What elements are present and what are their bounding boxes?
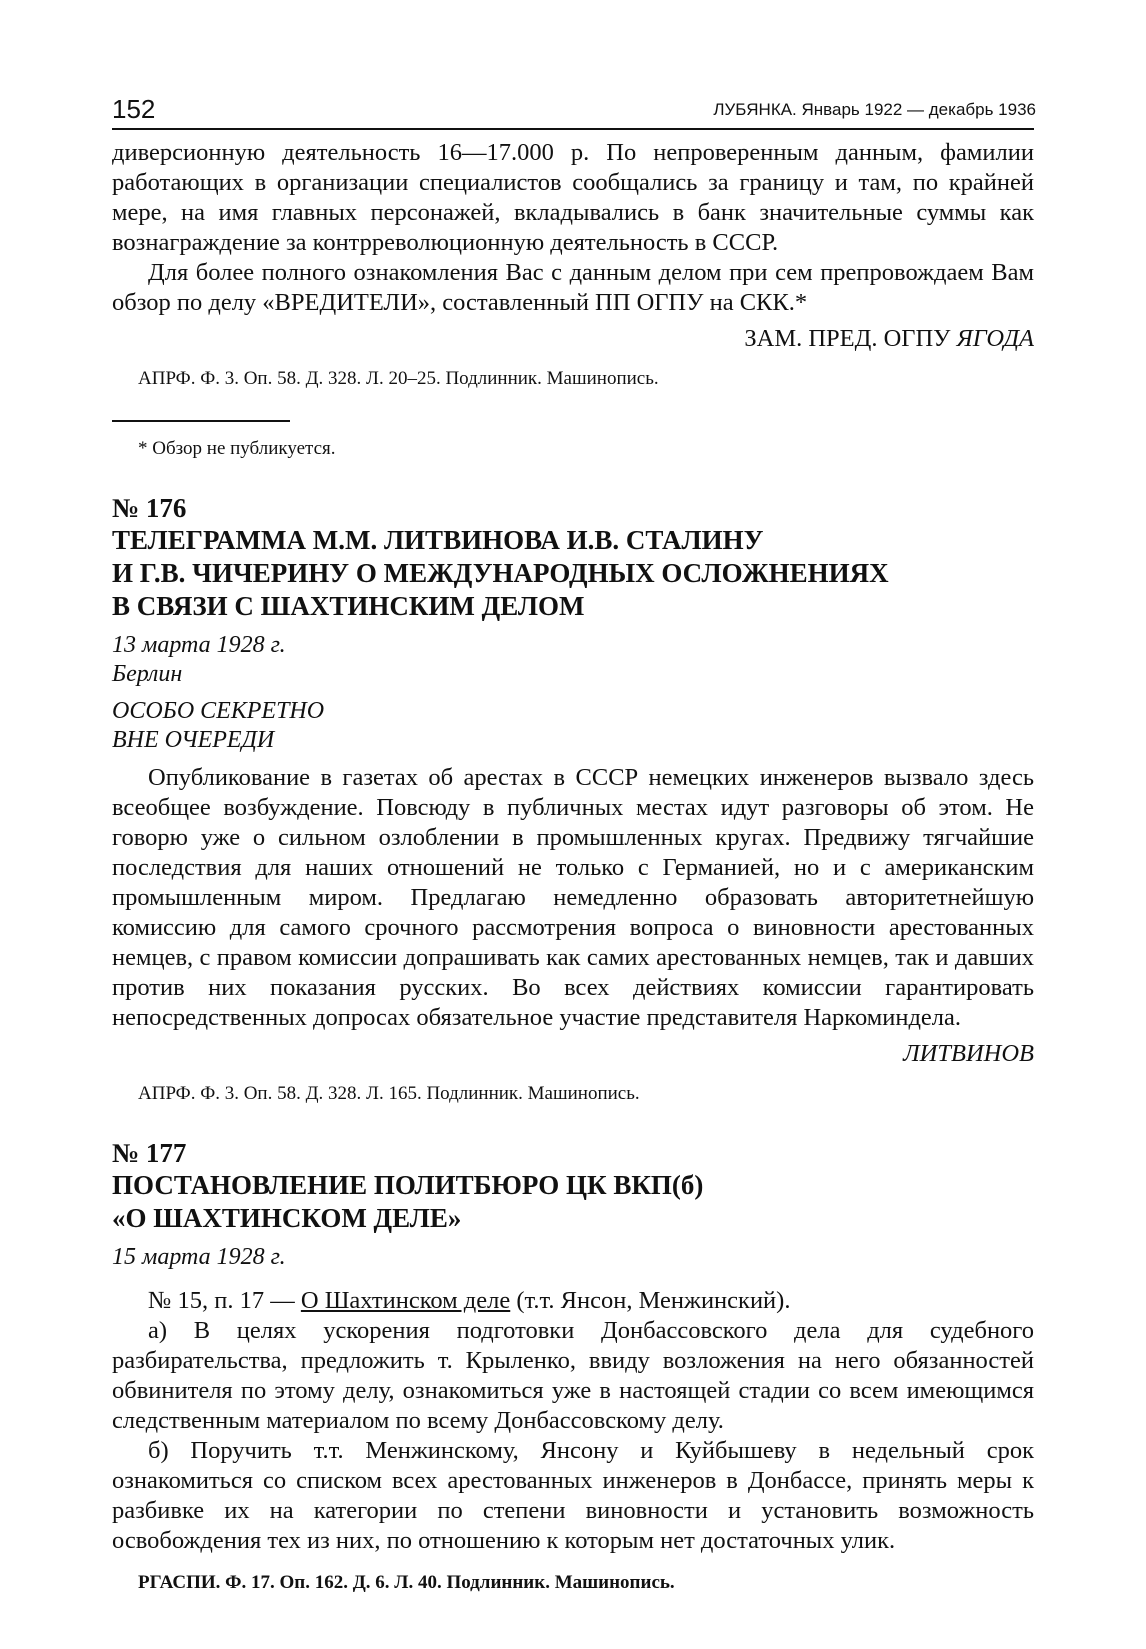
- doc177-item-prefix: № 15, п. 17 —: [148, 1286, 301, 1314]
- doc176-stamp-secret: ОСОБО СЕКРЕТНО: [112, 697, 325, 724]
- doc177-title-line-2: «О ШАХТИНСКОМ ДЕЛЕ»: [112, 1202, 462, 1233]
- doc175-signature-name: ЯГОДА: [956, 325, 1034, 352]
- doc176-date: 13 марта 1928 г.: [112, 631, 286, 658]
- page-body: [112, 138, 1034, 1598]
- doc177-point-b: б) Поручить т.т. Менжинскому, Янсону и Куйбышеву в недельный срок ознакомиться со списком всех арестованных инженеров в Донбассе, принять меры к разбивке их на категории по степени виновности и установить возможность освобождения тех из них, по отношению к которым нет достаточных улик.: [112, 1436, 1034, 1554]
- doc177-number: № 177: [112, 1137, 187, 1168]
- page-number: 152: [112, 94, 156, 124]
- doc176-place: Берлин: [112, 660, 183, 687]
- doc177-date: 15 марта 1928 г.: [112, 1243, 286, 1270]
- doc176-signature-name: ЛИТВИНОВ: [903, 1039, 1034, 1067]
- doc176-title-line-2: И Г.В. ЧИЧЕРИНУ О МЕЖДУНАРОДНЫХ ОСЛОЖНЕНИЯХ: [112, 557, 889, 588]
- doc177-title-line-1: ПОСТАНОВЛЕНИЕ ПОЛИТБЮРО ЦК ВКП(б): [112, 1169, 704, 1200]
- doc176-title-line-3: В СВЯЗИ С ШАХТИНСКИМ ДЕЛОМ: [112, 590, 585, 621]
- doc177-point-a: а) В целях ускорения подготовки Донбассовского дела для судебного разбирательства, предложить т. Крыленко, ввиду возложения на него обязанностей обвинителя по этому делу, ознакомиться уже в настоящей стадии со всем имеющимся следственным материалом по всему Донбассовскому делу.: [112, 1316, 1034, 1434]
- doc175-paragraph-2: Для более полного ознакомления Вас с данным делом при сем препровождаем Вам обзор по делу «ВРЕДИТЕЛИ», составленный ПП ОГПУ на СКК.*: [112, 259, 1034, 316]
- doc176-number: № 176: [112, 492, 187, 523]
- header-rule: [112, 128, 1034, 130]
- doc177-item-suffix: (т.т. Янсон, Менжинский).: [510, 1286, 791, 1314]
- doc175-signature: [112, 324, 1034, 354]
- doc176-text: Опубликование в газетах об арестах в СССР немецких инженеров вызвало здесь всеобщее возбуждение. Повсюду в публичных местах идут разговоры об этом. Не говорю уже о сильном озлоблении в промышленных кругах. Предвижу тягчайшие последствия для наших отношений не только с Германией, но и с американским промышленным миром. Предлагаю немедленно образовать авторитетнейшую комиссию для самого срочного рассмотрения вопроса о виновности арестованных немцев, с правом комиссии допрашивать как самих арестованных немцев, так и давших против них показания русских. Во всех действиях комиссии гарантировать непосредственных допросах обязательное участие представителя Наркоминдела.: [112, 763, 1034, 1031]
- doc176-stamp-urgent: ВНЕ ОЧЕРЕДИ: [112, 726, 275, 753]
- footnote-rule: [112, 420, 290, 422]
- doc177-archive-reference: РГАСПИ. Ф. 17. Оп. 162. Д. 6. Л. 40. Подлинник. Машинопись.: [138, 1571, 675, 1593]
- doc176-title-line-1: ТЕЛЕГРАММА М.М. ЛИТВИНОВА И.В. СТАЛИНУ: [112, 524, 764, 555]
- doc176-signature: [112, 1039, 1034, 1069]
- doc177-item-line: [112, 1286, 1034, 1316]
- footnote: * Обзор не публикуется.: [138, 437, 336, 459]
- doc176-archive-reference: АПРФ. Ф. 3. Оп. 58. Д. 328. Л. 165. Подлинник. Машинопись.: [138, 1082, 640, 1104]
- doc175-archive-reference: АПРФ. Ф. 3. Оп. 58. Д. 328. Л. 20–25. Подлинник. Машинопись.: [138, 368, 659, 389]
- running-title: ЛУБЯНКА. Январь 1922 — декабрь 1936: [713, 100, 1036, 119]
- doc177-item-subject: О Шахтинском деле: [300, 1286, 511, 1314]
- doc175-signature-title: ЗАМ. ПРЕД. ОГПУ: [744, 325, 951, 352]
- doc175-paragraph-1: диверсионную деятельность 16—17.000 р. По непроверенным данным, фамилии работающих в организации специалистов сообщались за границу и там, по крайней мере, на имя главных персонажей, вкладывались в банк значительные суммы как вознаграждение за контрреволюционную деятельность в СССР.: [112, 139, 1034, 256]
